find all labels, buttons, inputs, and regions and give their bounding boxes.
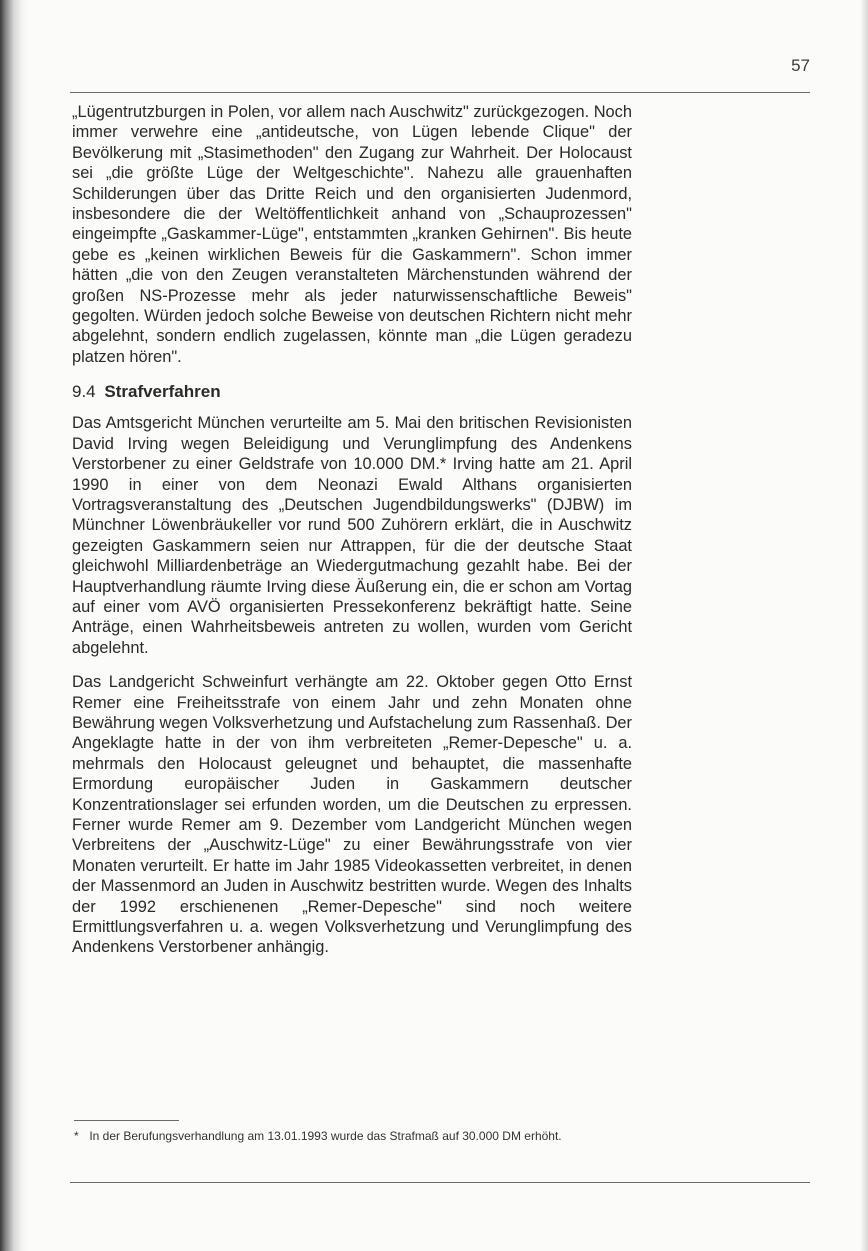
footer-rule	[70, 1182, 810, 1183]
scan-shadow-edge	[0, 0, 28, 1251]
paragraph-2: Das Amtsgericht München verurteilte am 5. Mai den britischen Revisionisten David Irving wegen Beleidigung und Verunglimpfung des Andenkens Verstorbener zu einer Geldstrafe von 10.000 DM.* Irving hatte am 21. April 1990 in einer von dem Neonazi Ewald Althans organisierten Vortragsveranstaltung des „Deutschen Jugendbildungswerks" (DJBW) im Münchner Löwenbräukeller vor rund 500 Zuhörern erklärt, die in Auschwitz gezeigten Gaskammern seien nur Attrappen, für die der deutsche Staat gleichwohl Milliardenbeträge an Wiedergutmachung gezahlt habe. Bei der Hauptverhandlung räumte Irving diese Äußerung ein, die er schon am Vortag auf einer vom AVÖ organisierten Pressekonferenz bekräftigt hatte. Seine Anträge, einen Wahrheitsbeweis antreten zu wollen, wurden vom Gericht abgelehnt.	[72, 414, 632, 657]
section-number: 9.4	[72, 382, 96, 402]
body-text	[72, 102, 632, 958]
paragraph-1: „Lügentrutzburgen in Polen, vor allem nach Auschwitz" zurückgezogen. Noch immer verwehre eine „antideutsche, von Lügen lebende Clique" der Bevölkerung mit „Stasimethoden" den Zugang zur Wahrheit. Der Holocaust sei „die größte Lüge der Weltgeschichte". Nahezu alle grauenhaften Schilderungen über das Dritte Reich und den organisierten Judenmord, insbesondere die der Weltöffentlichkeit anhand von „Schauprozessen" eingeimpfte „Gaskammer-Lüge", entstammten „kranken Gehirnen". Bis heute gebe es „keinen wirklichen Beweis für die Gaskammern". Schon immer hätten „die von den Zeugen veranstalteten Märchenstunden während der großen NS-Prozesse mehr als jeder naturwissenschaftliche Beweis" gegolten. Würden jedoch solche Beweise von deutschen Richtern nicht mehr abgelehnt, sondern endlich zugelassen, könnte man „die Lügen geradezu platzen hören".	[72, 103, 632, 366]
footnote	[74, 1129, 634, 1144]
footnote-rule	[74, 1120, 179, 1121]
footnote-text: In der Berufungsverhandlung am 13.01.1993 wurde das Strafmaß auf 30.000 DM erhöht.	[89, 1129, 562, 1143]
section-heading	[72, 381, 632, 403]
footnote-marker: *	[74, 1129, 79, 1143]
header-rule	[70, 92, 810, 93]
section-title: Strafverfahren	[104, 382, 221, 402]
paragraph-3: Das Landgericht Schweinfurt verhängte am 22. Oktober gegen Otto Ernst Remer eine Freiheitsstrafe von einem Jahr und zehn Monaten ohne Bewährung wegen Volksverhetzung und Aufstachelung zum Rassenhaß. Der Angeklagte hatte in der von ihm verbreiteten „Remer-Depesche" u. a. mehrmals den Holocaust geleugnet und behauptet, die massenhafte Ermordung europäischer Juden in Gaskammern deutscher Konzentrationslager sei erfunden worden, um die Deutschen zu erpressen. Ferner wurde Remer am 9. Dezember vom Landgericht München wegen Verbreitens der „Auschwitz-Lüge" zu einer Bewährungsstrafe von vier Monaten verurteilt. Er hatte im Jahr 1985 Videokassetten verbreitet, in denen der Massenmord an Juden in Auschwitz bestritten wurde. Wegen des Inhalts der 1992 erschienenen „Remer-Depesche" sind noch weitere Ermittlungsverfahren u. a. wegen Volksverhetzung und Verunglimpfung des Andenkens Verstorbener anhängig.	[72, 673, 632, 957]
scan-right-edge	[860, 0, 868, 1251]
page-number: 57	[791, 56, 810, 75]
